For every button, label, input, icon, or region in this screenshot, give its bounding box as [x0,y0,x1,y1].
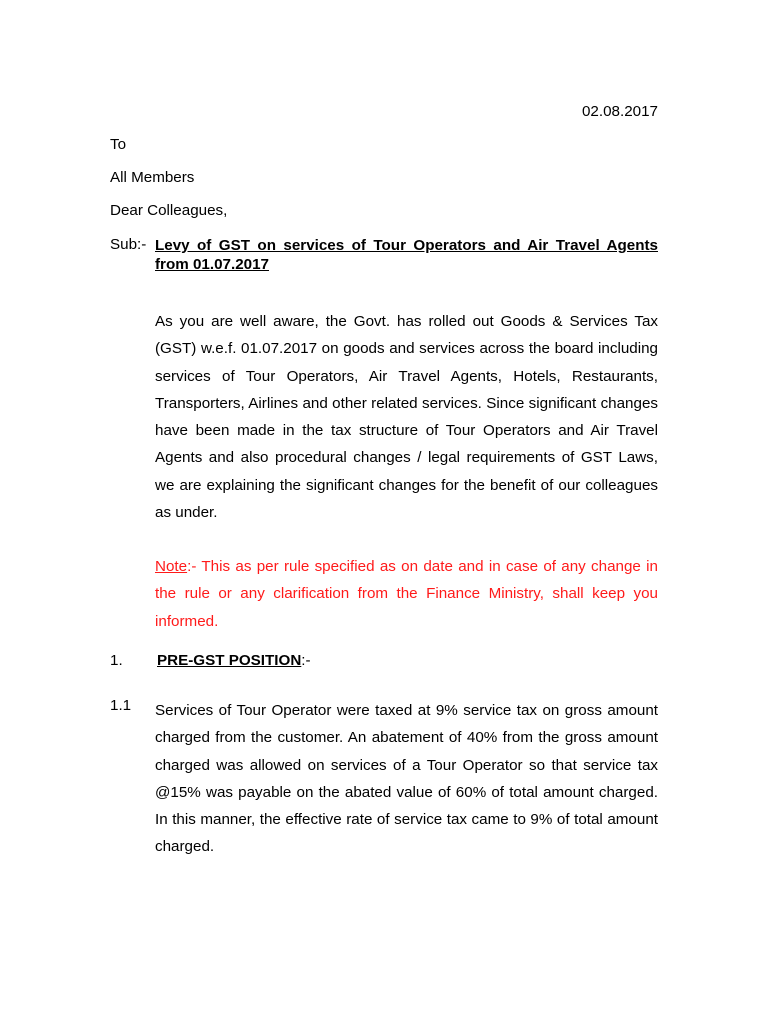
subject-label: Sub:- [110,236,147,253]
recipient: All Members [110,169,195,186]
section-title-suffix: :- [301,652,311,669]
salutation: Dear Colleagues, [110,202,228,219]
note-text: :- This as per rule specified as on date and in case of any change in the rule or any clarification from the Finance Ministry, shall keep you informed. [155,558,658,630]
note-label: Note [155,558,188,575]
note-paragraph [155,553,658,635]
to-label: To [110,136,127,153]
section-heading [157,652,311,669]
subject-line: Levy of GST on services of Tour Operators and Air Travel Agents from 01.07.2017 [155,237,658,273]
paragraph-1-1: Services of Tour Operator were taxed at 9% service tax on gross amount charged from the customer. An abatement of 40% from the gross amount charged was allowed on services of a Tour Operator so that service tax @15% was payable on the abated value of 60% of total amount charged. In this manner, the effective rate of service tax came to 9% of total amount charged. [155,702,658,856]
section-title: PRE-GST POSITION [157,652,302,669]
letter-date: 02.08.2017 [581,103,658,120]
section-number: 1. [110,652,123,669]
paragraph-number: 1.1 [110,697,132,714]
intro-paragraph: As you are well aware, the Govt. has rolled out Goods & Services Tax (GST) w.e.f. 01.07.2017 on goods and services across the board including services of Tour Operators, Air Travel Agents, Hotels, Restaurants, Transporters, Airlines and other related services. Since significant changes have been made in the tax structure of Tour Operators and Air Travel Agents and also procedural changes / legal requirements of GST Laws, we are explaining the significant changes for the benefit of our colleagues as under. [155,313,658,522]
